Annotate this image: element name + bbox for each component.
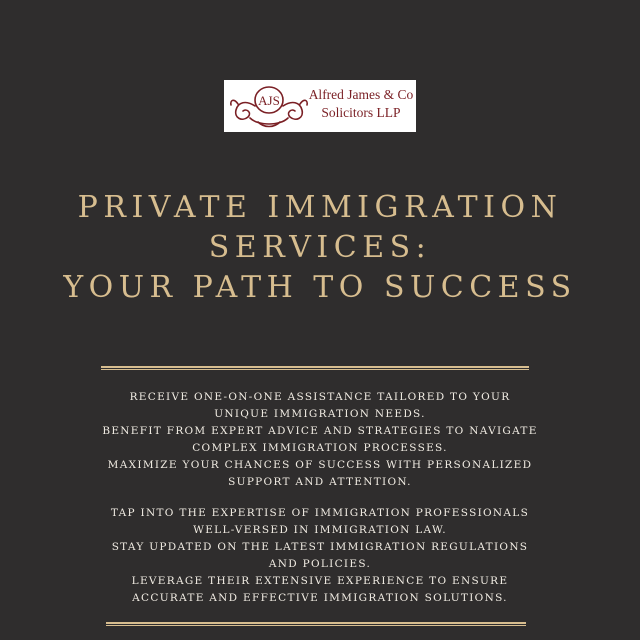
benefit-line: ACCURATE AND EFFECTIVE IMMIGRATION SOLUTIONS. bbox=[132, 592, 508, 604]
headline-line-2: SERVICES: bbox=[208, 230, 432, 265]
headline-line-1: PRIVATE IMMIGRATION bbox=[77, 190, 563, 225]
benefits-block-1 bbox=[60, 389, 580, 491]
logo-name-line-1: Alfred James & Co bbox=[308, 87, 414, 102]
benefit-line: TAP INTO THE EXPERTISE OF IMMIGRATION PROFESSIONALS bbox=[110, 507, 530, 519]
benefit-line: LEVERAGE THEIR EXTENSIVE EXPERIENCE TO ENSURE bbox=[131, 575, 509, 587]
benefit-line: BENEFIT FROM EXPERT ADVICE AND STRATEGIES TO NAVIGATE bbox=[102, 425, 538, 437]
benefit-line: RECEIVE ONE-ON-ONE ASSISTANCE TAILORED TO YOUR bbox=[129, 391, 511, 403]
benefit-line: UNIQUE IMMIGRATION NEEDS. bbox=[214, 408, 426, 420]
logo-name-line-2: Solicitors LLP bbox=[321, 105, 401, 120]
top-divider bbox=[101, 366, 529, 370]
benefit-line: COMPLEX IMMIGRATION PROCESSES. bbox=[192, 442, 448, 454]
company-logo bbox=[224, 80, 416, 132]
headline-line-3: YOUR PATH TO SUCCESS bbox=[63, 270, 577, 305]
logo-company-name bbox=[308, 86, 414, 122]
benefit-line: AND POLICIES. bbox=[268, 558, 372, 570]
logo-monogram: AJS bbox=[258, 93, 280, 108]
benefits-block-2 bbox=[60, 505, 580, 607]
bottom-divider bbox=[106, 622, 526, 626]
page-headline bbox=[0, 188, 640, 308]
benefit-line: MAXIMIZE YOUR CHANCES OF SUCCESS WITH PERSONALIZED bbox=[107, 459, 533, 471]
ornamental-monogram-icon bbox=[228, 82, 310, 130]
benefit-line: STAY UPDATED ON THE LATEST IMMIGRATION REGULATIONS bbox=[111, 541, 529, 553]
benefit-line: SUPPORT AND ATTENTION. bbox=[228, 476, 412, 488]
benefit-line: WELL-VERSED IN IMMIGRATION LAW. bbox=[193, 524, 447, 536]
